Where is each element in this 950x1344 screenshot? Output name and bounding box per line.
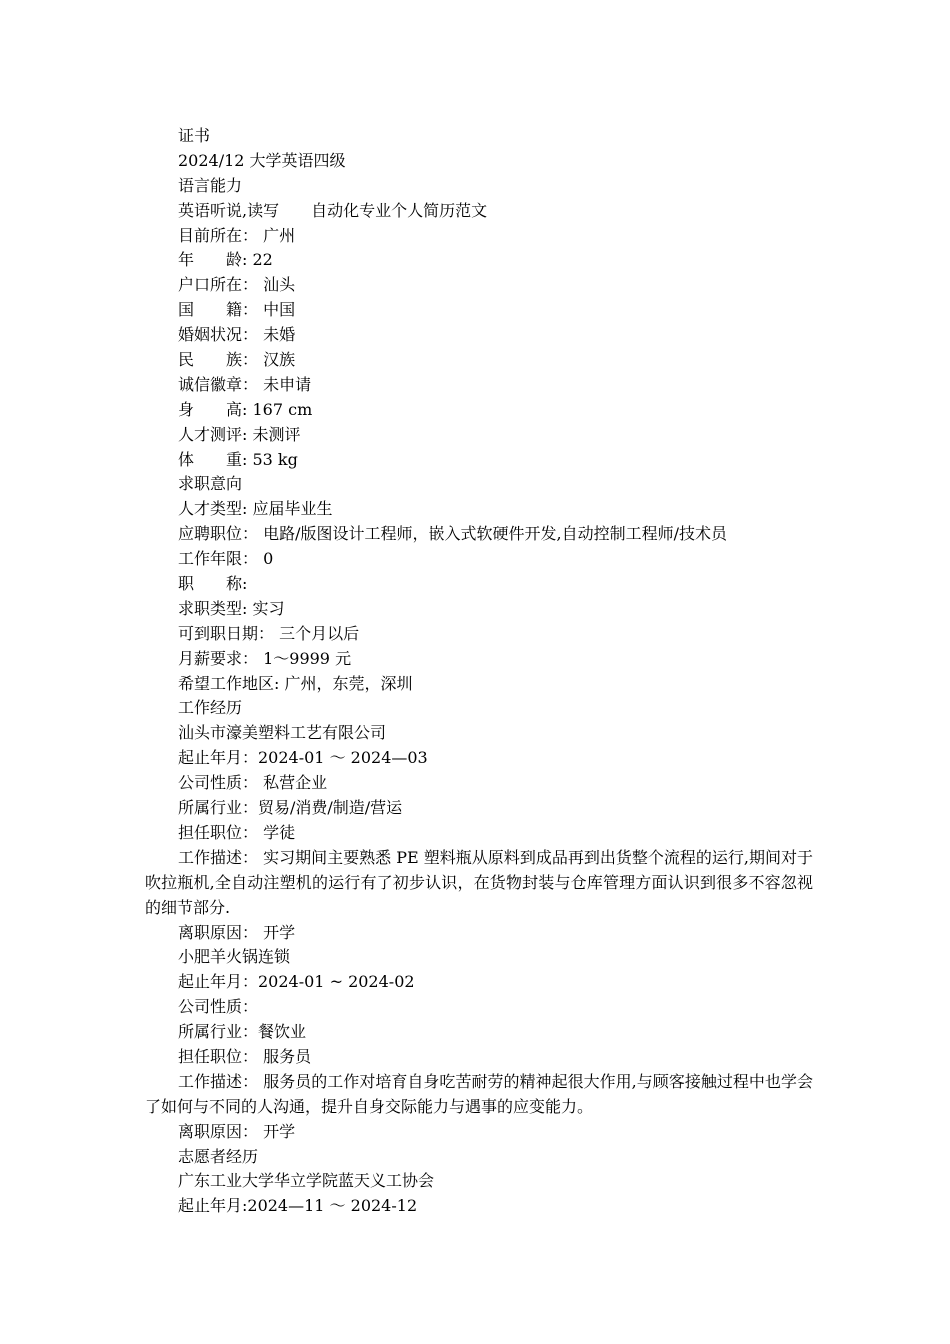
section-heading-work-experience: 工作经历	[178, 698, 243, 718]
field-integrity-badge: 诚信徽章： 未申请	[178, 374, 312, 394]
field-job-description: 工作描述： 实习期间主要熟悉 PE 塑料瓶从原料到成品再到出货整个流程的运行,期间对于吹拉瓶机,全自动注塑机的运行有了初步认识，在货物封装与仓库管理方面认识到很多不容忽视的细节部分.	[145, 847, 813, 917]
section-heading-volunteer-experience: 志愿者经历	[178, 1146, 259, 1166]
field-positions-applied: 应聘职位： 电路/版图设计工程师，嵌入式软硬件开发,自动控制工程师/技术员	[178, 524, 727, 544]
field-period: 起止年月：2024-01 ~ 2024-02	[178, 972, 415, 992]
field-leaving-reason: 离职原因： 开学	[178, 922, 296, 942]
field-job-type: 求职类型: 实习	[178, 598, 285, 618]
field-talent-assessment: 人才测评: 未测评	[178, 424, 301, 444]
field-age: 年 龄: 22	[178, 250, 273, 270]
field-period: 起止年月：2024-01 ～ 2024—03	[178, 748, 428, 768]
field-position: 担任职位： 学徒	[178, 822, 296, 842]
organization-name: 广东工业大学华立学院蓝天义工协会	[178, 1171, 435, 1191]
field-leaving-reason: 离职原因： 开学	[178, 1121, 296, 1141]
field-title: 职 称:	[178, 574, 248, 594]
field-industry: 所属行业：餐饮业	[178, 1022, 307, 1042]
section-heading-language: 语言能力	[178, 175, 243, 195]
field-job-description: 工作描述： 服务员的工作对培育自身吃苦耐劳的精神起很大作用,与顾客接触过程中也学会了如何与不同的人沟通，提升自身交际能力与遇事的应变能力。	[145, 1071, 813, 1116]
field-company-type: 公司性质： 私营企业	[178, 773, 328, 793]
field-expected-salary: 月薪要求： 1～9999 元	[178, 648, 352, 668]
field-nationality: 国 籍： 中国	[178, 300, 296, 320]
field-marital-status: 婚姻状况： 未婚	[178, 325, 296, 345]
field-current-location: 目前所在： 广州	[178, 225, 296, 245]
field-height: 身 高: 167 cm	[178, 399, 313, 419]
field-available-date: 可到职日期： 三个月以后	[178, 623, 360, 643]
section-heading-certificate: 证书	[178, 126, 211, 145]
resume-document	[0, 124, 950, 1219]
company-name: 小肥羊火锅连锁	[178, 947, 291, 967]
field-position: 担任职位： 服务员	[178, 1047, 312, 1066]
field-desired-work-area: 希望工作地区: 广州，东莞，深圳	[178, 673, 413, 693]
field-company-type: 公司性质：	[178, 997, 259, 1017]
field-ethnicity: 民 族： 汉族	[178, 350, 296, 370]
section-heading-job-intention: 求职意向	[178, 474, 243, 494]
field-talent-type: 人才类型: 应届毕业生	[178, 499, 333, 519]
field-weight: 体 重: 53 kg	[178, 449, 298, 469]
field-years-experience: 工作年限： 0	[178, 549, 274, 569]
field-household-registration: 户口所在： 汕头	[178, 275, 296, 295]
language-item: 英语听说,读写 自动化专业个人简历范文	[178, 200, 488, 220]
certificate-item: 2024/12 大学英语四级	[178, 150, 346, 170]
field-industry: 所属行业：贸易/消费/制造/营运	[178, 798, 403, 818]
field-period: 起止年月:2024—11 ～ 2024-12	[178, 1196, 418, 1216]
company-name: 汕头市濠美塑料工艺有限公司	[178, 723, 387, 743]
